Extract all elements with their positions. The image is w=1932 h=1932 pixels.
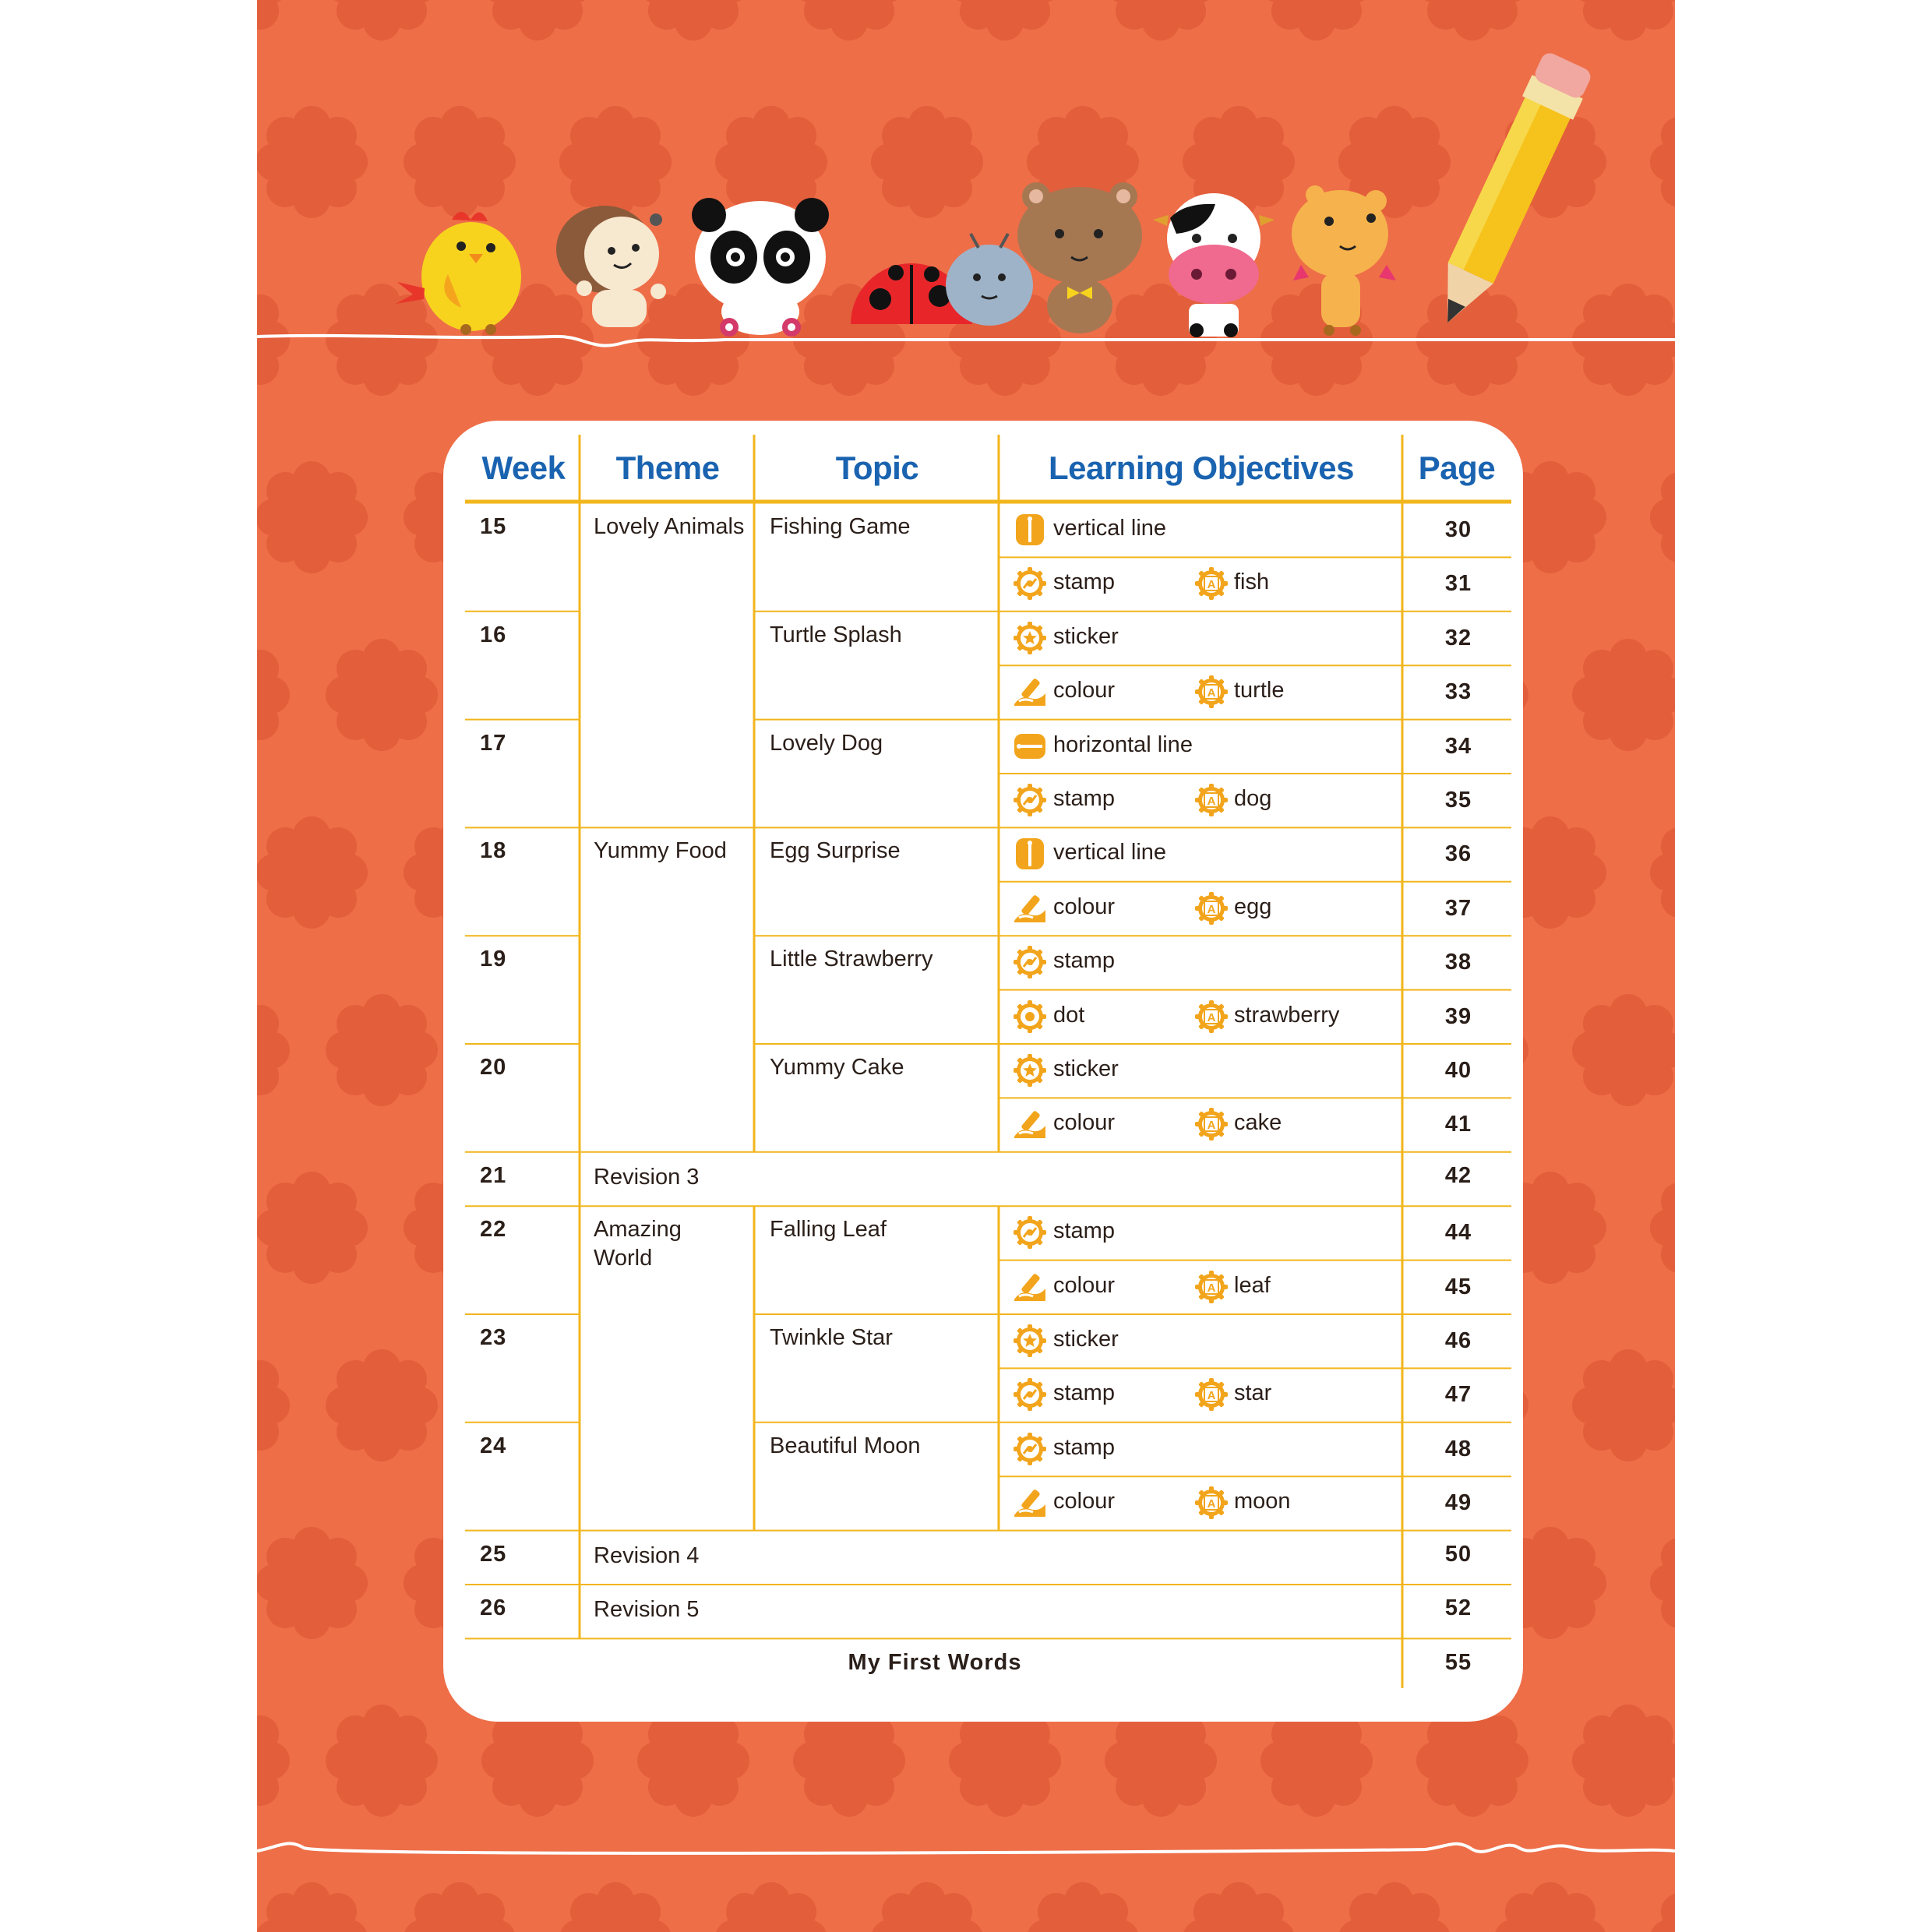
svg-text:A: A [1207, 1497, 1216, 1511]
flower-decoration [326, 994, 438, 1106]
vertical-line-icon [1013, 513, 1047, 547]
objective-word: turtle [1234, 678, 1285, 703]
horizontal-line-icon [1013, 729, 1047, 763]
objective-word: leaf [1234, 1272, 1271, 1298]
page-number: 31 [1444, 571, 1472, 597]
objective-label: colour [1053, 1110, 1115, 1136]
svg-text:A: A [1207, 902, 1216, 916]
hedgehog-illustration [556, 206, 666, 327]
page-number: 36 [1444, 841, 1472, 867]
page-number: 38 [1444, 950, 1472, 975]
flower-decoration [1183, 1882, 1295, 1932]
colour-icon [1013, 1107, 1047, 1141]
page-number: 48 [1444, 1436, 1472, 1461]
theme-label: Yummy Food [594, 838, 727, 864]
week-number: 15 [480, 514, 507, 539]
page-number: 42 [1444, 1162, 1472, 1188]
topic-label: Falling Leaf [770, 1217, 887, 1243]
flower-decoration [257, 994, 290, 1106]
sticker-icon [1013, 1053, 1047, 1088]
header-learning-objectives: Learning Objectives [1049, 450, 1354, 486]
topic-label: Twinkle Star [770, 1325, 893, 1350]
objective-label: stamp [1053, 1380, 1115, 1406]
page-number: 52 [1444, 1595, 1472, 1620]
page-number: 33 [1444, 679, 1472, 705]
letter-a-icon [1194, 1486, 1229, 1520]
topic-label: Fishing Game [770, 514, 911, 539]
svg-text:A: A [1207, 1010, 1216, 1024]
colour-icon [1013, 1270, 1047, 1304]
topic-label: Lovely Dog [770, 730, 883, 756]
objective-word: strawberry [1234, 1002, 1340, 1028]
flower-decoration [1650, 1172, 1675, 1284]
topic-label: Little Strawberry [770, 947, 933, 972]
objective-label: vertical line [1053, 840, 1167, 866]
page-number: 44 [1444, 1220, 1472, 1246]
objective-label: stamp [1053, 569, 1115, 595]
week-number: 21 [480, 1162, 507, 1188]
flower-decoration [326, 1705, 438, 1817]
page-number: 50 [1444, 1541, 1472, 1567]
week-number: 20 [480, 1055, 507, 1080]
stamp-icon [1013, 1215, 1047, 1250]
svg-text:A: A [1207, 795, 1216, 808]
topic-label: Turtle Splash [770, 622, 902, 647]
cow-illustration [1153, 193, 1274, 337]
stamp-icon [1013, 566, 1047, 601]
flower-decoration [715, 1882, 827, 1932]
topic-label: Yummy Cake [770, 1055, 904, 1080]
page-number: 39 [1444, 1003, 1472, 1029]
header-week: Week [481, 450, 566, 486]
animal-characters-illustration [257, 0, 1675, 358]
week-number: 26 [480, 1595, 507, 1620]
page-number: 47 [1444, 1382, 1472, 1408]
objective-label: sticker [1053, 623, 1119, 649]
flower-decoration [257, 1882, 368, 1932]
objective-word: egg [1234, 894, 1272, 919]
letter-a-icon [1194, 1107, 1229, 1141]
flower-decoration [326, 639, 438, 751]
bear-illustration [1017, 182, 1142, 333]
flower-decoration [404, 1882, 516, 1932]
giraffe-illustration [1292, 185, 1396, 336]
objective-label: sticker [1053, 1327, 1119, 1352]
colour-icon [1013, 675, 1047, 709]
flower-decoration [257, 639, 290, 751]
header-topic: Topic [835, 450, 919, 486]
objective-word: moon [1234, 1489, 1291, 1514]
flower-decoration [257, 816, 368, 929]
flower-decoration [1572, 639, 1675, 751]
flower-decoration [1494, 1882, 1606, 1932]
page-number: 37 [1444, 895, 1472, 921]
objective-label: colour [1053, 1489, 1115, 1514]
letter-a-icon [1194, 675, 1229, 709]
objective-word: star [1234, 1380, 1272, 1406]
theme-label: Lovely Animals [594, 514, 745, 539]
flower-decoration [257, 1527, 368, 1639]
flower-decoration [1027, 1882, 1139, 1932]
objective-word: fish [1234, 569, 1270, 595]
dot-icon [1013, 999, 1047, 1034]
letter-a-icon [1194, 1377, 1229, 1412]
vertical-line-icon [1013, 837, 1047, 871]
objective-label: colour [1053, 678, 1115, 703]
colour-icon [1013, 891, 1047, 925]
flower-decoration [1338, 1882, 1451, 1932]
week-number: 19 [480, 947, 507, 972]
topic-label: Egg Surprise [770, 838, 901, 864]
flower-decoration [1650, 816, 1675, 929]
objective-label: horizontal line [1053, 732, 1193, 757]
objective-label: stamp [1053, 948, 1115, 974]
header-theme: Theme [615, 450, 720, 486]
page-number: 35 [1444, 788, 1472, 813]
objective-label: stamp [1053, 1218, 1115, 1244]
objective-label: vertical line [1053, 516, 1167, 541]
week-number: 22 [480, 1217, 507, 1243]
page-number: 45 [1444, 1274, 1472, 1299]
svg-text:A: A [1207, 1389, 1216, 1403]
flower-decoration [559, 1882, 672, 1932]
week-number: 25 [480, 1541, 507, 1567]
sticker-icon [1013, 621, 1047, 655]
pencil-illustration [1423, 50, 1595, 335]
objective-label: stamp [1053, 786, 1115, 811]
objective-label: sticker [1053, 1056, 1119, 1081]
page-number: 32 [1444, 625, 1472, 650]
flower-decoration [1650, 1882, 1675, 1932]
revision-label: Revision 5 [594, 1597, 700, 1622]
stamp-icon [1013, 1432, 1047, 1466]
revision-label: Revision 3 [594, 1164, 700, 1190]
flower-decoration [871, 1882, 983, 1932]
week-number: 16 [480, 622, 507, 647]
page-number: 41 [1444, 1112, 1472, 1137]
page-number: 34 [1444, 733, 1472, 759]
svg-text:A: A [1207, 578, 1216, 592]
topic-label: Beautiful Moon [770, 1433, 921, 1458]
objective-word: cake [1234, 1110, 1282, 1136]
flower-decoration [326, 1349, 438, 1461]
svg-text:A: A [1207, 686, 1216, 700]
week-number: 23 [480, 1325, 507, 1350]
flower-decoration [1572, 1705, 1675, 1817]
flower-decoration [1572, 994, 1675, 1106]
stamp-icon [1013, 783, 1047, 817]
flower-decoration [257, 1705, 290, 1817]
footer-page-number: 55 [1444, 1650, 1472, 1675]
objective-word: dog [1234, 786, 1272, 811]
stamp-icon [1013, 1377, 1047, 1412]
week-number: 17 [480, 730, 507, 756]
flower-decoration [257, 1349, 290, 1461]
flower-decoration [1572, 1349, 1675, 1461]
header-page: Page [1418, 450, 1496, 486]
letter-a-icon [1194, 566, 1229, 601]
objective-label: dot [1053, 1002, 1085, 1028]
objective-label: colour [1053, 894, 1115, 919]
objective-label: stamp [1053, 1434, 1115, 1460]
letter-a-icon [1194, 891, 1229, 925]
revision-label: Revision 4 [594, 1542, 700, 1568]
svg-text:A: A [1207, 1119, 1216, 1133]
page-number: 30 [1444, 517, 1472, 542]
letter-a-icon [1194, 783, 1229, 817]
colour-icon [1013, 1486, 1047, 1520]
flower-decoration [257, 1172, 368, 1284]
stamp-icon [1013, 945, 1047, 979]
page-number: 46 [1444, 1328, 1472, 1353]
chick-illustration [396, 212, 521, 335]
theme-label: Amazing World [594, 1217, 682, 1271]
page-number: 49 [1444, 1490, 1472, 1516]
table-grid-lines [465, 432, 1513, 1694]
panda-illustration [692, 198, 829, 337]
week-number: 24 [480, 1433, 507, 1458]
sticker-icon [1013, 1324, 1047, 1358]
flower-decoration [257, 461, 368, 573]
week-number: 18 [480, 838, 507, 864]
svg-text:A: A [1207, 1281, 1216, 1295]
flower-decoration [1650, 1527, 1675, 1639]
ladybird-illustration [851, 234, 1033, 326]
page-number: 40 [1444, 1058, 1472, 1083]
footer-my-first-words: My First Words [848, 1650, 1022, 1675]
flower-decoration [1650, 461, 1675, 573]
objective-label: colour [1053, 1272, 1115, 1298]
letter-a-icon [1194, 1270, 1229, 1304]
letter-a-icon [1194, 999, 1229, 1034]
